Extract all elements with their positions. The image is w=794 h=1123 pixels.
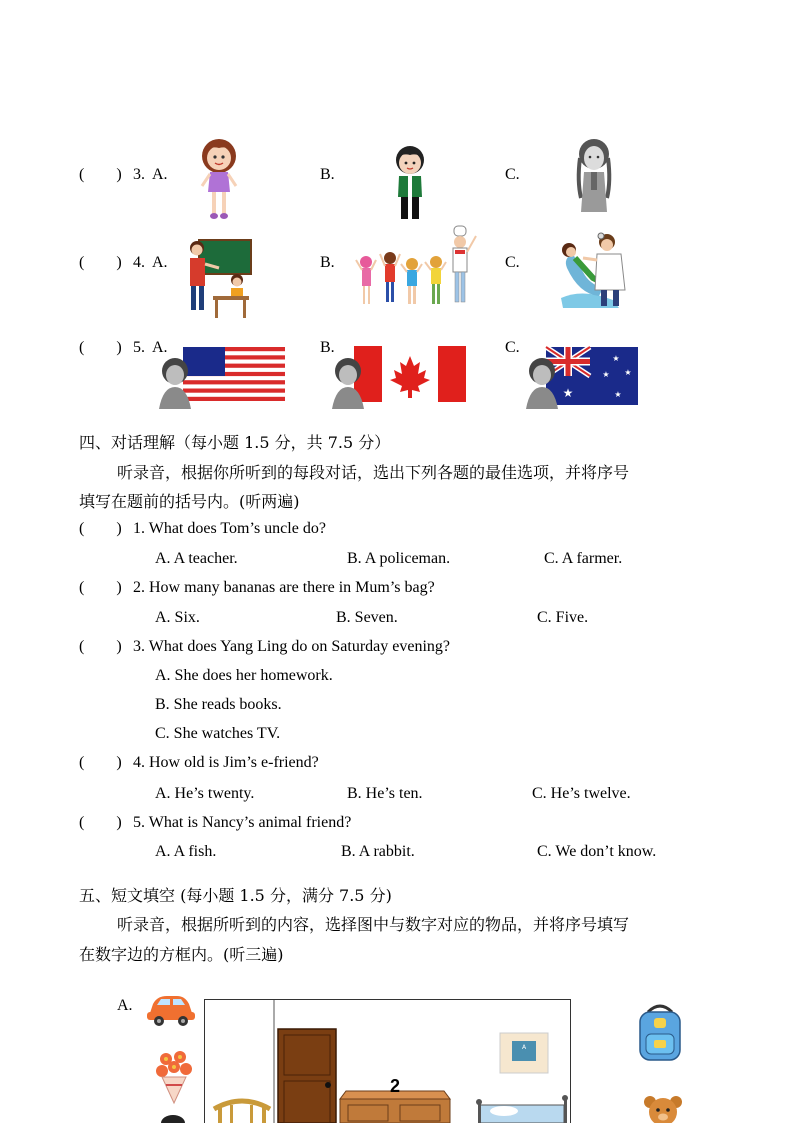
q3-option-b-label: B. <box>320 166 335 183</box>
s4-q1-paren[interactable]: ( ) <box>79 520 122 537</box>
s4-q4-option-b: B. He’s ten. <box>347 785 423 802</box>
teacher-picture[interactable] <box>185 236 253 322</box>
q4-paren[interactable]: ( ) <box>79 254 122 271</box>
toy-car-picture[interactable] <box>145 990 197 1028</box>
s4-q2-option-a: A. Six. <box>155 609 200 626</box>
canada-flag-picture[interactable] <box>328 345 470 413</box>
s4-q3-option-c: C. She watches TV. <box>155 725 281 742</box>
q5-paren[interactable]: ( ) <box>79 339 122 356</box>
s4-q4-option-a: A. He’s twenty. <box>155 785 255 802</box>
room-number-2: 2 <box>390 1076 401 1096</box>
australia-flag-picture[interactable] <box>522 345 644 413</box>
q3-number: 3. <box>133 166 145 183</box>
group-picture[interactable] <box>354 222 484 310</box>
q4-number: 4. <box>133 254 145 271</box>
boy-picture[interactable] <box>389 143 431 221</box>
s4-q5-paren[interactable]: ( ) <box>79 814 122 831</box>
s4-q3-text: 3. What does Yang Ling do on Saturday evening? <box>133 638 450 655</box>
flowers-picture[interactable] <box>152 1049 196 1105</box>
s4-q2-option-c: C. Five. <box>537 609 589 626</box>
q3-option-c-label: C. <box>505 166 520 183</box>
section4-instruction-line2: 填写在题前的括号内。(听两遍) <box>79 492 300 511</box>
svg-text:★: ★ <box>614 390 622 399</box>
picture-option-a-label: A. <box>117 997 133 1014</box>
q5-option-a-label: A. <box>152 339 168 356</box>
school-bag-picture[interactable] <box>634 1002 686 1064</box>
section4-title: 四、对话理解（每小题 1.5 分，共 7.5 分） <box>79 433 391 452</box>
s4-q5-option-c: C. We don’t know. <box>537 843 657 860</box>
s4-q3-option-a: A. She does her homework. <box>155 667 333 684</box>
svg-text:A: A <box>521 1044 527 1051</box>
q4-option-c-label: C. <box>505 254 520 271</box>
s4-q5-option-a: A. A fish. <box>155 843 217 860</box>
q4-option-b-label: B. <box>320 254 335 271</box>
s4-q2-paren[interactable]: ( ) <box>79 579 122 596</box>
q4-option-a-label: A. <box>152 254 168 271</box>
teddy-bear-picture[interactable] <box>642 1094 684 1123</box>
room-picture[interactable] <box>204 999 572 1123</box>
s4-q5-option-b: B. A rabbit. <box>341 843 415 860</box>
svg-text:★: ★ <box>612 354 620 363</box>
q5-option-b-label: B. <box>320 339 335 356</box>
s4-q1-option-c: C. A farmer. <box>544 550 623 567</box>
girl-picture[interactable] <box>196 136 242 222</box>
dentist-picture[interactable] <box>553 228 643 310</box>
svg-text:★: ★ <box>602 370 610 379</box>
s4-q1-option-a: A. A teacher. <box>155 550 238 567</box>
section5-title: 五、短文填空 (每小题 1.5 分，满分 7.5 分) <box>79 886 392 905</box>
s4-q4-option-c: C. He’s twelve. <box>532 785 631 802</box>
q5-option-c-label: C. <box>505 339 520 356</box>
q3-paren[interactable]: ( ) <box>79 166 122 183</box>
s4-q2-text: 2. How many bananas are there in Mum’s bag? <box>133 579 435 596</box>
s4-q5-text: 5. What is Nancy’s animal friend? <box>133 814 352 831</box>
s4-q2-option-b: B. Seven. <box>336 609 398 626</box>
section5-instruction-line1: 听录音，根据所听到的内容，选择图中与数字对应的物品，并将序号填写 <box>117 915 630 934</box>
ball-picture[interactable] <box>158 1114 188 1123</box>
s4-q1-text: 1. What does Tom’s uncle do? <box>133 520 326 537</box>
section5-instruction-line2: 在数字边的方框内。(听三遍) <box>79 945 284 964</box>
s4-q4-text: 4. How old is Jim’s e-friend? <box>133 754 319 771</box>
grandmother-picture[interactable] <box>571 136 617 214</box>
s4-q3-paren[interactable]: ( ) <box>79 638 122 655</box>
s4-q1-option-b: B. A policeman. <box>347 550 451 567</box>
section4-instruction-line1: 听录音，根据你所听到的每段对话，选出下列各题的最佳选项，并将序号 <box>117 463 630 482</box>
q5-number: 5. <box>133 339 145 356</box>
s4-q4-paren[interactable]: ( ) <box>79 754 122 771</box>
q3-option-a-label: A. <box>152 166 168 183</box>
svg-text:★: ★ <box>562 386 574 400</box>
s4-q3-option-b: B. She reads books. <box>155 696 282 713</box>
svg-text:★: ★ <box>624 368 632 377</box>
usa-flag-picture[interactable] <box>155 345 287 413</box>
